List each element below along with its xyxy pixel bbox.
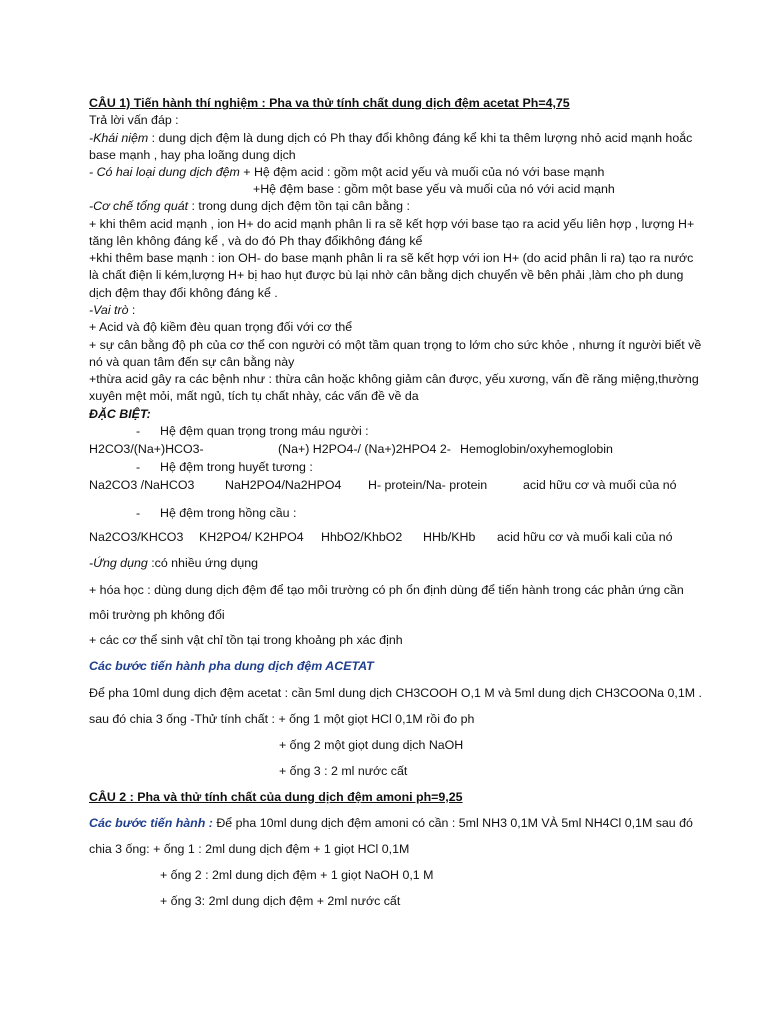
acetat-step-1: Để pha 10ml dung dịch đệm acetat : cần 5ml dung dịch CH3COOH O,1 M và 5ml dung dịch CH3COONa 0,1M . [89,686,702,700]
application-1: + hóa học : dùng dung dịch đệm để tạo môi trường có ph ổn định dùng để tiến hành trong các phản ứng cần [89,583,684,597]
rbc-item-3: HhbO2/KhbO2 [321,530,403,544]
concept-text: : dung dịch đệm là dung dịch có Ph thay đổi không đáng kể khi ta thêm lượng nhỏ acid mạnh hoắc [148,131,693,145]
concept-line [89,130,692,146]
types-line [89,164,604,180]
role-3: nó và quan tâm đến sự cân bằng này [89,355,295,369]
amoni-step-2: + ống 2 : 2ml dung dịch đệm + 1 giọt NaOH 0,1 M [160,868,434,882]
rbc-dash: - [136,506,141,520]
mechanism-1: + khi thêm acid mạnh , ion H+ do acid mạnh phân li ra sẽ kết hợp với base tạo ra acid yếu liên hợp , lượng H+ [89,217,695,231]
question-2-title: CÂU 2 : Pha và thử tính chất của dung dịch đệm amoni ph=9,25 [89,790,463,804]
mechanism-5: dịch đệm thay đổi không đáng kể . [89,286,278,300]
application-2: môi trường ph không đổi [89,608,225,622]
serum-item-1: Na2CO3 /NaHCO3 [89,478,195,492]
rbc-title: Hệ đệm trong hồng cầu : [160,506,297,520]
amoni-steps-line [89,815,693,831]
acetat-steps-heading: Các bước tiến hành pha dung dịch đệm ACETAT [89,659,374,673]
amoni-step-3: + ống 3: 2ml dung dịch đệm + 2ml nước cất [160,894,401,908]
role-2: + sự cân bằng độ ph của cơ thể con người có một tầm quan trọng to lớm cho sức khỏe , nhưng ít người biết về [89,338,702,352]
serum-dash: - [136,460,141,474]
amoni-steps-term: Các bước tiến hành : [89,816,213,830]
mechanism-4: là chất điện li kém,lượng H+ bị hao hụt được bù lại nhờ cân bằng dịch chuyển về bên phải ,làm cho ph dung [89,268,684,282]
role-1: + Acid và độ kiềm đèu quan trọng đối với cơ thể [89,320,353,334]
concept-line-2: base mạnh , hay pha loãng dung dịch [89,148,296,162]
reply-label: Trả lời vấn đáp : [89,113,179,127]
mechanism-text: : trong dung dịch đệm tồn tại cân bằng : [188,199,410,213]
blood-dash: - [136,424,141,438]
types-acid: + Hệ đệm acid : gồm một acid yếu và muối của nó với base mạnh [239,165,605,179]
application-term: -Ứng dụng [89,556,148,570]
question-1-title: CÂU 1) Tiến hành thí nghiệm : Pha va thử tính chất dung dịch đệm acetat Ph=4,75 [89,96,570,110]
role-4: +thừa acid gây ra các bệnh như : thừa cân hoặc không giảm cân được, yếu xương, vấn đề răng miệng,thường [89,372,699,386]
mechanism-2: tăng lên không đáng kể , và do đó Ph thay đổikhông đáng kể [89,234,423,248]
acetat-step-4: + ống 3 : 2 ml nước cất [279,764,408,778]
blood-item-2: (Na+) H2PO4-/ (Na+)2HPO4 2- [278,442,451,456]
amoni-step-1: chia 3 ống: + ống 1 : 2ml dung dịch đệm + 1 giọt HCl 0,1M [89,842,410,856]
mechanism-3: +khi thêm base mạnh : ion OH- do base mạnh phân li ra sẽ kết hợp với ion H+ (do acid phân li ra) tạo ra nước [89,251,694,265]
application-text: :có nhiều ứng dụng [147,556,259,570]
acetat-step-2: sau đó chia 3 ống -Thử tính chất : + ống 1 một giọt HCl 0,1M rồi đo ph [89,712,475,726]
blood-item-1: H2CO3/(Na+)HCO3- [89,442,204,456]
role-term: -Vai trò [89,303,129,317]
rbc-item-1: Na2CO3/KHCO3 [89,530,184,544]
role-line [89,302,135,318]
rbc-item-5: acid hữu cơ và muối kali của nó [497,530,673,544]
serum-item-2: NaH2PO4/Na2HPO4 [225,478,342,492]
amoni-steps-text: Để pha 10ml dung dịch đệm amoni có cần : 5ml NH3 0,1M VÀ 5ml NH4Cl 0,1M sau đó [212,816,693,830]
serum-item-3: H- protein/Na- protein [368,478,488,492]
rbc-item-4: HHb/KHb [423,530,476,544]
types-base: +Hệ đệm base : gồm một base yếu và muối của nó với acid mạnh [253,182,615,196]
acetat-step-3: + ống 2 một giọt dung dịch NaOH [279,738,464,752]
application-3: + các cơ thể sinh vật chỉ tồn tại trong khoảng ph xác định [89,633,403,647]
mechanism-term: -Cơ chế tổng quát [89,199,189,213]
types-term: - Có hai loại dung dịch đệm [89,165,240,179]
application-line [89,555,258,571]
mechanism-line [89,198,410,214]
concept-term: -Khái niệm [89,131,149,145]
role-colon: : [128,303,136,317]
rbc-item-2: KH2PO4/ K2HPO4 [199,530,304,544]
blood-item-3: Hemoglobin/oxyhemoglobin [460,442,613,456]
special-heading: ĐẶC BIỆT: [89,407,151,421]
serum-title: Hệ đệm trong huyết tương : [160,460,313,474]
serum-item-4: acid hữu cơ và muối của nó [523,478,677,492]
blood-title: Hệ đệm quan trọng trong máu người : [160,424,369,438]
role-5: xuyên mệt mỏi, mất ngủ, tích tụ chất nhày, các vấn đề về da [89,389,419,403]
